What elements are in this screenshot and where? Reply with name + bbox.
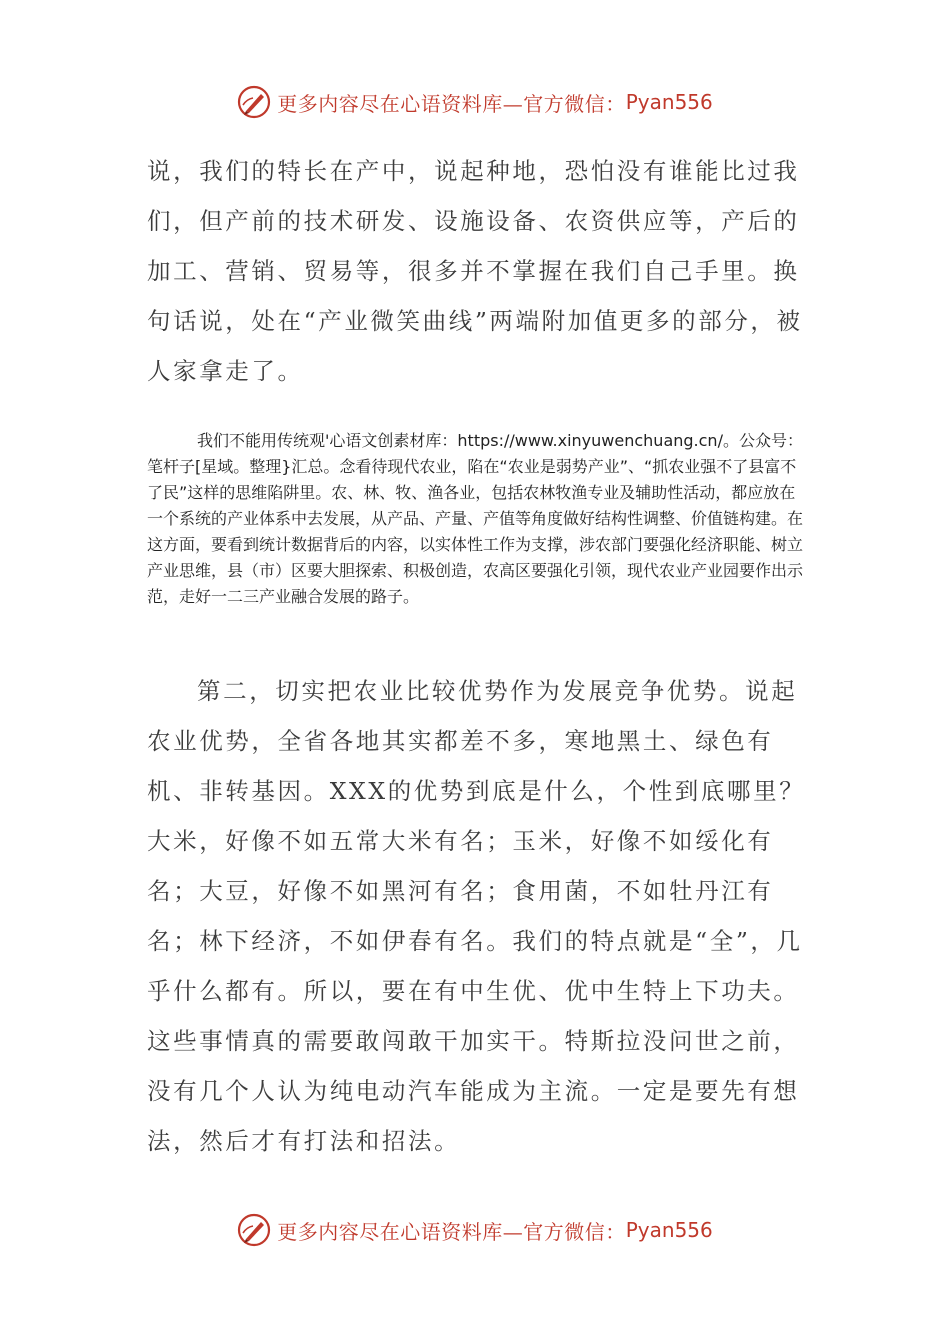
paragraph-2: 我们不能用传统观'心语文创素材库：https://www.xinyuwenchuang.cn/。公众号：笔杆子[星域。整理}汇总。念看待现代农业，陷在“农业是弱势产业”、“抓农业强不了县富不了民”这样的思维陷阱里。农、林、牧、渔各业，包括农林牧渔专业及辅助性活动，都应放在一个系统的产业体系中去发展，从产品、产量、产值等角度做好结构性调整、价值链构建。在这方面，要看到统计数据背后的内容，以实体性工作为支撑，涉农部门要强化经济职能、树立产业思维，县（市）区要大胆探索、积极创造，农高区要强化引领，现代农业产业园要作出示范，走好一二三产业融合发展的路子。 (147, 431, 804, 606)
pen-logo-icon (237, 85, 271, 119)
banner-wechat-id: Pyan556 (625, 1218, 713, 1242)
banner-text: 更多内容尽在心语资料库—官方微信： (277, 1219, 626, 1244)
paragraph-3: 第二，切实把农业比较优势作为发展竞争优势。说起农业优势，全省各地其实都差不多，寒地黑土、绿色有机、非转基因。XXX的优势到底是什么，个性到底哪里？大米，好像不如五常大米有名；玉米，好像不如绥化有名；大豆，好像不如黑河有名；食用菌，不如牡丹江有名；林下经济，不如伊春有名。我们的特点就是“全”，几乎什么都有。所以，要在有中生优、优中生特上下功夫。这些事情真的需要敢闯敢干加实干。特斯拉没问世之前，没有几个人认为纯电动汽车能成为主流。一定是要先有想法，然后才有打法和招法。 (147, 677, 806, 1155)
banner-wechat-id: Pyan556 (625, 90, 713, 114)
footer-banner (0, 1210, 950, 1250)
pen-logo-icon (237, 1213, 271, 1247)
banner-text: 更多内容尽在心语资料库—官方微信： (277, 91, 626, 116)
header-banner (0, 82, 950, 122)
paragraph-1: 说，我们的特长在产中，说起种地，恐怕没有谁能比过我们，但产前的技术研发、设施设备、农资供应等，产后的加工、营销、贸易等，很多并不掌握在我们自己手里。换句话说，处在“产业微笑曲线”两端附加值更多的部分，被人家拿走了。 (147, 157, 803, 385)
